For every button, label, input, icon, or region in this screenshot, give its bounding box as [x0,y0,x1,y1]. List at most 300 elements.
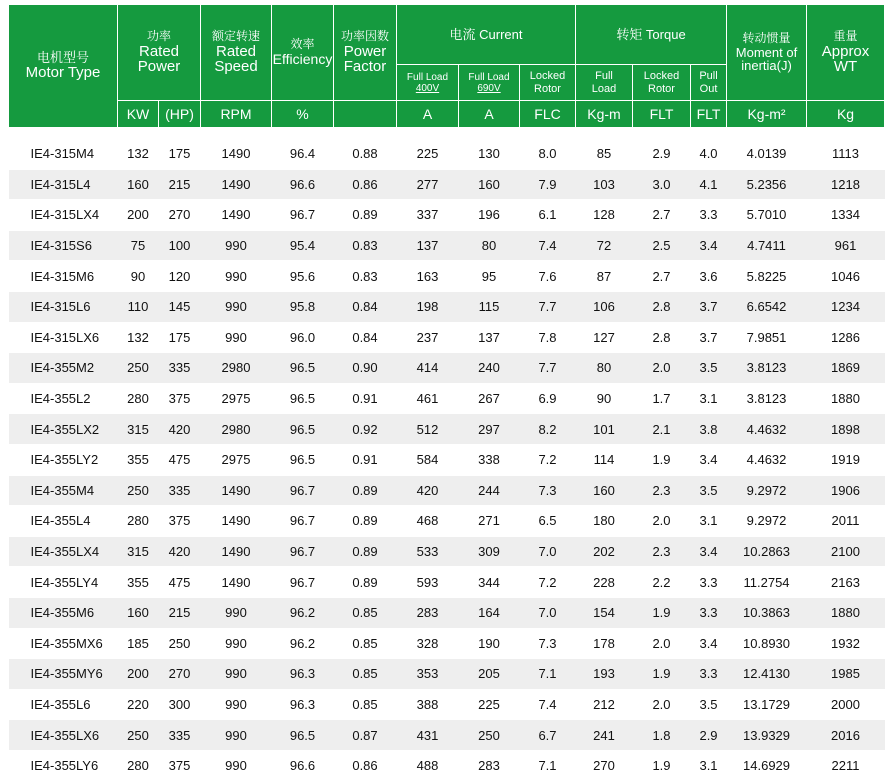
value-cell: 280 [118,383,159,414]
value-cell: 1490 [201,200,272,231]
value-cell: 9.2972 [727,506,807,537]
value-cell: 3.7 [691,291,727,322]
value-cell: 1218 [807,169,885,200]
value-cell: 96.2 [272,628,334,659]
value-cell: 0.90 [334,353,397,384]
value-cell: 3.4 [691,444,727,475]
value-cell: 3.1 [691,750,727,780]
value-cell: 355 [118,444,159,475]
value-cell: 3.5 [691,689,727,720]
value-cell: 1334 [807,200,885,231]
value-cell: 96.3 [272,659,334,690]
value-cell: 137 [459,322,520,353]
value-cell: 2.7 [633,261,691,292]
value-cell: 1869 [807,353,885,384]
value-cell: 420 [159,414,201,445]
value-cell: 96.7 [272,200,334,231]
value-cell: 6.7 [520,720,576,751]
value-cell: 990 [201,230,272,261]
value-cell: 283 [459,750,520,780]
motor-model-cell: IE4-355LY6 [9,750,118,780]
value-cell: 2980 [201,414,272,445]
motor-model-cell: IE4-315LX6 [9,322,118,353]
value-cell: 7.1 [520,750,576,780]
value-cell: 1286 [807,322,885,353]
value-cell: 3.6 [691,261,727,292]
value-cell: 103 [576,169,633,200]
motor-model-cell: IE4-355L6 [9,689,118,720]
value-cell: 512 [397,414,459,445]
value-cell: 990 [201,720,272,751]
table-row [9,414,885,445]
value-cell: 202 [576,536,633,567]
value-cell: 250 [118,475,159,506]
header-pull-out-torque: Pull Out [691,65,727,101]
value-cell: 3.3 [691,200,727,231]
value-cell: 1880 [807,597,885,628]
value-cell: 315 [118,536,159,567]
value-cell: 3.0 [633,169,691,200]
table-row [9,322,885,353]
value-cell: 990 [201,261,272,292]
motor-model-cell: IE4-355LY4 [9,567,118,598]
unit-cell: FLC [520,101,576,128]
value-cell: 2.0 [633,689,691,720]
header-full-load-400v: Full Load 400V [397,65,459,101]
value-cell: 163 [397,261,459,292]
value-cell: 0.88 [334,139,397,170]
motor-model-cell: IE4-355MY6 [9,659,118,690]
value-cell: 0.85 [334,659,397,690]
value-cell: 5.7010 [727,200,807,231]
value-cell: 420 [397,475,459,506]
value-cell: 0.92 [334,414,397,445]
value-cell: 0.89 [334,567,397,598]
value-cell: 72 [576,230,633,261]
value-cell: 212 [576,689,633,720]
value-cell: 990 [201,659,272,690]
value-cell: 3.8 [691,414,727,445]
motor-model-cell: IE4-355LX6 [9,720,118,751]
value-cell: 475 [159,567,201,598]
value-cell: 6.1 [520,200,576,231]
table-row [9,444,885,475]
value-cell: 355 [118,567,159,598]
value-cell: 267 [459,383,520,414]
value-cell: 2000 [807,689,885,720]
value-cell: 225 [459,689,520,720]
header-full-load-690v: Full Load 690V [459,65,520,101]
value-cell: 2.8 [633,291,691,322]
value-cell: 1046 [807,261,885,292]
value-cell: 7.8 [520,322,576,353]
table-row [9,506,885,537]
value-cell: 240 [459,353,520,384]
value-cell: 2.0 [633,628,691,659]
header-rated-power: 功率 Rated Power [118,5,201,101]
value-cell: 175 [159,139,201,170]
value-cell: 3.5 [691,475,727,506]
value-cell: 10.8930 [727,628,807,659]
value-cell: 96.6 [272,169,334,200]
table-row [9,353,885,384]
value-cell: 241 [576,720,633,751]
value-cell: 7.7 [520,353,576,384]
value-cell: 1.7 [633,383,691,414]
value-cell: 96.3 [272,689,334,720]
unit-cell: Kg-m² [727,101,807,128]
value-cell: 0.86 [334,750,397,780]
value-cell: 6.6542 [727,291,807,322]
value-cell: 990 [201,750,272,780]
value-cell: 9.2972 [727,475,807,506]
value-cell: 1.9 [633,659,691,690]
value-cell: 154 [576,597,633,628]
value-cell: 205 [459,659,520,690]
value-cell: 2975 [201,383,272,414]
value-cell: 96.5 [272,383,334,414]
value-cell: 101 [576,414,633,445]
value-cell: 10.2863 [727,536,807,567]
value-cell: 7.0 [520,597,576,628]
value-cell: 1490 [201,567,272,598]
value-cell: 13.1729 [727,689,807,720]
value-cell: 990 [201,628,272,659]
header-torque: 转矩 Torque [576,5,727,65]
value-cell: 4.7411 [727,230,807,261]
value-cell: 7.4 [520,230,576,261]
value-cell: 7.7 [520,291,576,322]
value-cell: 270 [159,659,201,690]
value-cell: 271 [459,506,520,537]
value-cell: 178 [576,628,633,659]
motor-model-cell: IE4-355LX2 [9,414,118,445]
value-cell: 4.0139 [727,139,807,170]
value-cell: 0.86 [334,169,397,200]
value-cell: 96.5 [272,444,334,475]
unit-cell: KW [118,101,159,128]
value-cell: 4.4632 [727,414,807,445]
table-row [9,230,885,261]
value-cell: 270 [576,750,633,780]
value-cell: 160 [459,169,520,200]
value-cell: 0.89 [334,475,397,506]
value-cell: 14.6929 [727,750,807,780]
value-cell: 110 [118,291,159,322]
value-cell: 7.3 [520,628,576,659]
value-cell: 80 [459,230,520,261]
value-cell: 225 [397,139,459,170]
value-cell: 1.8 [633,720,691,751]
motor-model-cell: IE4-315M6 [9,261,118,292]
value-cell: 90 [118,261,159,292]
value-cell: 300 [159,689,201,720]
value-cell: 1490 [201,506,272,537]
value-cell: 6.5 [520,506,576,537]
value-cell: 3.3 [691,659,727,690]
table-row [9,536,885,567]
value-cell: 96.7 [272,536,334,567]
value-cell: 0.85 [334,597,397,628]
motor-model-cell: IE4-315S6 [9,230,118,261]
value-cell: 127 [576,322,633,353]
motor-model-cell: IE4-315L6 [9,291,118,322]
value-cell: 3.5 [691,353,727,384]
value-cell: 13.9329 [727,720,807,751]
motor-model-cell: IE4-355MX6 [9,628,118,659]
motor-model-cell: IE4-355L4 [9,506,118,537]
value-cell: 388 [397,689,459,720]
value-cell: 338 [459,444,520,475]
value-cell: 2.8 [633,322,691,353]
unit-cell: % [272,101,334,128]
value-cell: 2.3 [633,475,691,506]
value-cell: 337 [397,200,459,231]
value-cell: 250 [118,353,159,384]
unit-cell: (HP) [159,101,201,128]
value-cell: 96.0 [272,322,334,353]
value-cell: 335 [159,475,201,506]
value-cell: 132 [118,322,159,353]
value-cell: 228 [576,567,633,598]
header-current: 电流 Current [397,5,576,65]
value-cell: 137 [397,230,459,261]
value-cell: 250 [459,720,520,751]
value-cell: 961 [807,230,885,261]
value-cell: 7.2 [520,444,576,475]
value-cell: 2.3 [633,536,691,567]
value-cell: 130 [459,139,520,170]
motor-model-cell: IE4-355M6 [9,597,118,628]
value-cell: 0.84 [334,291,397,322]
value-cell: 2.5 [633,230,691,261]
value-cell: 0.89 [334,506,397,537]
value-cell: 2975 [201,444,272,475]
value-cell: 237 [397,322,459,353]
value-cell: 7.9851 [727,322,807,353]
value-cell: 533 [397,536,459,567]
unit-cell: A [459,101,520,128]
value-cell: 85 [576,139,633,170]
value-cell: 1490 [201,475,272,506]
motor-spec-table [8,4,885,780]
value-cell: 2.1 [633,414,691,445]
value-cell: 2.7 [633,200,691,231]
value-cell: 2.9 [633,139,691,170]
value-cell: 11.2754 [727,567,807,598]
value-cell: 3.8123 [727,353,807,384]
header-efficiency: 效率 Efficiency [272,5,334,101]
table-row [9,383,885,414]
value-cell: 0.83 [334,261,397,292]
value-cell: 3.1 [691,383,727,414]
header-full-load-torque: Full Load [576,65,633,101]
value-cell: 0.87 [334,720,397,751]
value-cell: 95.6 [272,261,334,292]
motor-model-cell: IE4-355M2 [9,353,118,384]
header-spacer [9,128,885,139]
table-row [9,261,885,292]
value-cell: 10.3863 [727,597,807,628]
value-cell: 1898 [807,414,885,445]
value-cell: 7.0 [520,536,576,567]
value-cell: 593 [397,567,459,598]
value-cell: 2.2 [633,567,691,598]
header-moment-of-inertia: 转动惯量 Moment of inertia(J) [727,5,807,101]
motor-spec-table-container [8,4,884,780]
value-cell: 96.5 [272,720,334,751]
value-cell: 200 [118,200,159,231]
header-rated-speed: 额定转速 Rated Speed [201,5,272,101]
value-cell: 431 [397,720,459,751]
value-cell: 990 [201,322,272,353]
value-cell: 335 [159,720,201,751]
unit-cell: RPM [201,101,272,128]
value-cell: 95 [459,261,520,292]
value-cell: 7.2 [520,567,576,598]
value-cell: 160 [118,597,159,628]
value-cell: 145 [159,291,201,322]
value-cell: 250 [118,720,159,751]
value-cell: 175 [159,322,201,353]
table-header [9,5,885,139]
value-cell: 6.9 [520,383,576,414]
value-cell: 1490 [201,139,272,170]
value-cell: 4.0 [691,139,727,170]
unit-cell: A [397,101,459,128]
value-cell: 283 [397,597,459,628]
value-cell: 193 [576,659,633,690]
value-cell: 0.84 [334,322,397,353]
value-cell: 3.4 [691,628,727,659]
value-cell: 185 [118,628,159,659]
value-cell: 2100 [807,536,885,567]
value-cell: 200 [118,659,159,690]
value-cell: 328 [397,628,459,659]
value-cell: 220 [118,689,159,720]
value-cell: 335 [159,353,201,384]
table-row [9,567,885,598]
value-cell: 1490 [201,169,272,200]
value-cell: 96.2 [272,597,334,628]
value-cell: 488 [397,750,459,780]
value-cell: 375 [159,383,201,414]
table-row [9,139,885,170]
value-cell: 196 [459,200,520,231]
table-row [9,750,885,780]
value-cell: 420 [159,536,201,567]
value-cell: 475 [159,444,201,475]
value-cell: 3.1 [691,506,727,537]
value-cell: 309 [459,536,520,567]
motor-model-cell: IE4-355LY2 [9,444,118,475]
value-cell: 3.4 [691,230,727,261]
value-cell: 7.3 [520,475,576,506]
value-cell: 375 [159,506,201,537]
value-cell: 2163 [807,567,885,598]
value-cell: 7.1 [520,659,576,690]
value-cell: 297 [459,414,520,445]
value-cell: 5.2356 [727,169,807,200]
table-row [9,659,885,690]
value-cell: 1906 [807,475,885,506]
table-row [9,720,885,751]
value-cell: 2.9 [691,720,727,751]
value-cell: 75 [118,230,159,261]
value-cell: 95.8 [272,291,334,322]
value-cell: 2.0 [633,506,691,537]
value-cell: 1932 [807,628,885,659]
value-cell: 7.9 [520,169,576,200]
value-cell: 344 [459,567,520,598]
unit-cell: Kg [807,101,885,128]
value-cell: 3.7 [691,322,727,353]
value-cell: 96.5 [272,414,334,445]
value-cell: 1.9 [633,597,691,628]
value-cell: 96.7 [272,567,334,598]
value-cell: 96.4 [272,139,334,170]
value-cell: 90 [576,383,633,414]
value-cell: 280 [118,506,159,537]
value-cell: 12.4130 [727,659,807,690]
header-power-factor: 功率因数 Power Factor [334,5,397,101]
value-cell: 353 [397,659,459,690]
value-cell: 115 [459,291,520,322]
value-cell: 468 [397,506,459,537]
unit-cell: FLT [633,101,691,128]
motor-model-cell: IE4-315LX4 [9,200,118,231]
table-row [9,628,885,659]
value-cell: 250 [159,628,201,659]
value-cell: 2.0 [633,353,691,384]
value-cell: 1919 [807,444,885,475]
value-cell: 106 [576,291,633,322]
motor-model-cell: IE4-355M4 [9,475,118,506]
header-locked-rotor-current: Locked Rotor [520,65,576,101]
value-cell: 414 [397,353,459,384]
value-cell: 7.6 [520,261,576,292]
value-cell: 3.4 [691,536,727,567]
value-cell: 990 [201,689,272,720]
value-cell: 270 [159,200,201,231]
value-cell: 96.5 [272,353,334,384]
value-cell: 315 [118,414,159,445]
value-cell: 1880 [807,383,885,414]
value-cell: 96.7 [272,506,334,537]
value-cell: 2011 [807,506,885,537]
table-row [9,597,885,628]
value-cell: 990 [201,597,272,628]
value-cell: 0.85 [334,628,397,659]
value-cell: 990 [201,291,272,322]
table-row [9,291,885,322]
header-weight: 重量 Approx WT [807,5,885,101]
value-cell: 2980 [201,353,272,384]
value-cell: 96.7 [272,475,334,506]
value-cell: 1234 [807,291,885,322]
table-row [9,689,885,720]
value-cell: 80 [576,353,633,384]
table-row [9,200,885,231]
motor-model-cell: IE4-355LX4 [9,536,118,567]
table-row [9,475,885,506]
unit-cell [334,101,397,128]
table-row [9,169,885,200]
value-cell: 198 [397,291,459,322]
motor-model-cell: IE4-355L2 [9,383,118,414]
motor-model-cell: IE4-315M4 [9,139,118,170]
value-cell: 461 [397,383,459,414]
